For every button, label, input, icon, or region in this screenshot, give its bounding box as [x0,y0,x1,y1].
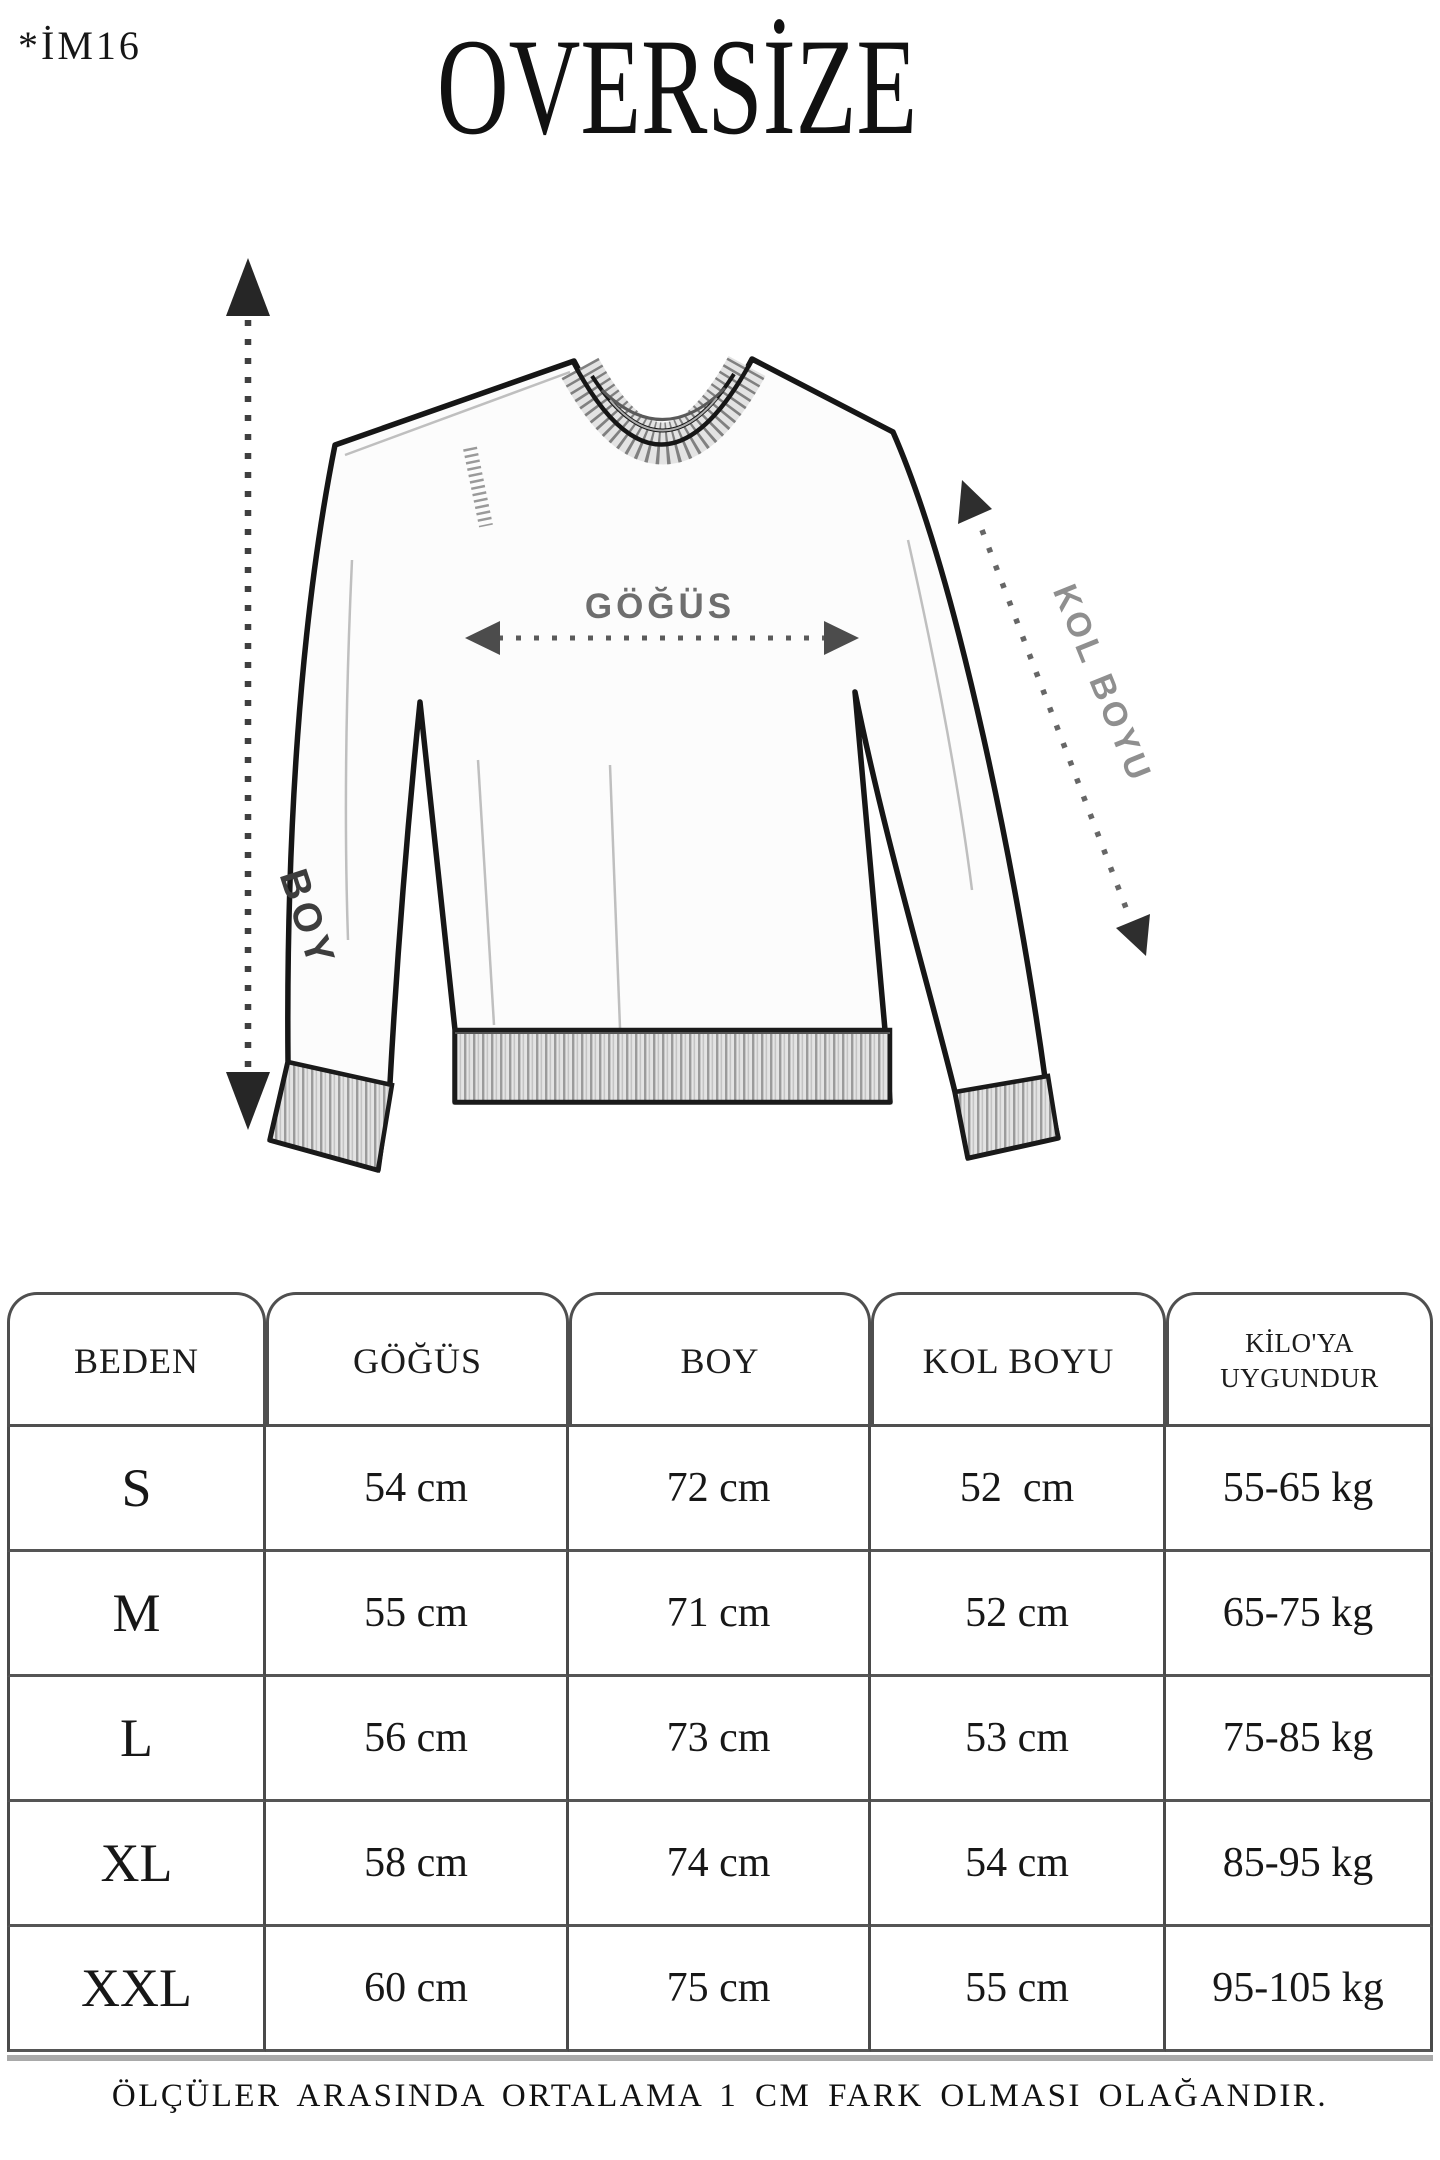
table-bottom-rule [7,2055,1433,2061]
hem-ribbing [455,1030,890,1102]
table-row-s [7,1427,1433,1552]
arrowhead-down-icon [226,1072,270,1130]
chest-cell: 60 cm [266,1927,569,2052]
length-cell: 73 cm [569,1677,871,1802]
size-cell: XL [7,1802,266,1927]
chest-cell: 55 cm [266,1552,569,1677]
table-row-l [7,1677,1433,1802]
length-label: BOY [270,863,344,975]
weight-cell: 85-95 kg [1166,1802,1433,1927]
size-cell: M [7,1552,266,1677]
size-cell: XXL [7,1927,266,2052]
table-row-xl [7,1802,1433,1927]
weight-cell: 95-105 kg [1166,1927,1433,2052]
sleeve-cell: 52 cm [871,1427,1166,1552]
sleeve-cell: 55 cm [871,1927,1166,2052]
column-header-boy: BOY [569,1292,871,1427]
sleeve-cell: 54 cm [871,1802,1166,1927]
chest-cell: 54 cm [266,1427,569,1552]
length-cell: 71 cm [569,1552,871,1677]
sweatshirt-drawing [140,240,1210,1230]
weight-cell: 65-75 kg [1166,1552,1433,1677]
cuff-ribbing-right [955,1076,1058,1158]
size-cell: L [7,1677,266,1802]
weight-cell: 75-85 kg [1166,1677,1433,1802]
chest-label: GÖĞÜS [584,587,736,626]
sleeve-label: KOL BOYU [1045,579,1160,789]
header-divider [7,1424,1433,1427]
footnote: ÖLÇÜLER ARASINDA ORTALAMA 1 CM FARK OLMASI OLAĞANDIR. [111,2078,1329,2114]
table-row-m [7,1552,1433,1677]
chest-cell: 56 cm [266,1677,569,1802]
sleeve-cell: 53 cm [871,1677,1166,1802]
sleeve-cell: 52 cm [871,1552,1166,1677]
table-row-xxl [7,1927,1433,2052]
weight-cell: 55-65 kg [1166,1427,1433,1552]
arrowhead-upleft-icon [958,480,992,524]
sweatshirt-measurement-diagram [140,240,1210,1230]
column-header-kol-boyu: KOL BOYU [871,1292,1166,1427]
collar-ribbing [572,358,753,445]
arrowhead-downright-icon [1116,914,1150,956]
column-header-kiloya-uygundur: KİLO'YA UYGUNDUR [1166,1292,1433,1427]
size-table-header [7,1292,1433,1427]
arrowhead-up-icon [226,258,270,316]
column-header-gogus: GÖĞÜS [266,1292,569,1427]
size-table [7,1292,1433,2052]
page-title: OVERSİZE [436,10,918,163]
size-cell: S [7,1427,266,1552]
chest-cell: 58 cm [266,1802,569,1927]
product-code: *İM16 [18,23,142,68]
length-cell: 72 cm [569,1427,871,1552]
length-cell: 75 cm [569,1927,871,2052]
length-cell: 74 cm [569,1802,871,1927]
column-header-beden: BEDEN [7,1292,266,1427]
